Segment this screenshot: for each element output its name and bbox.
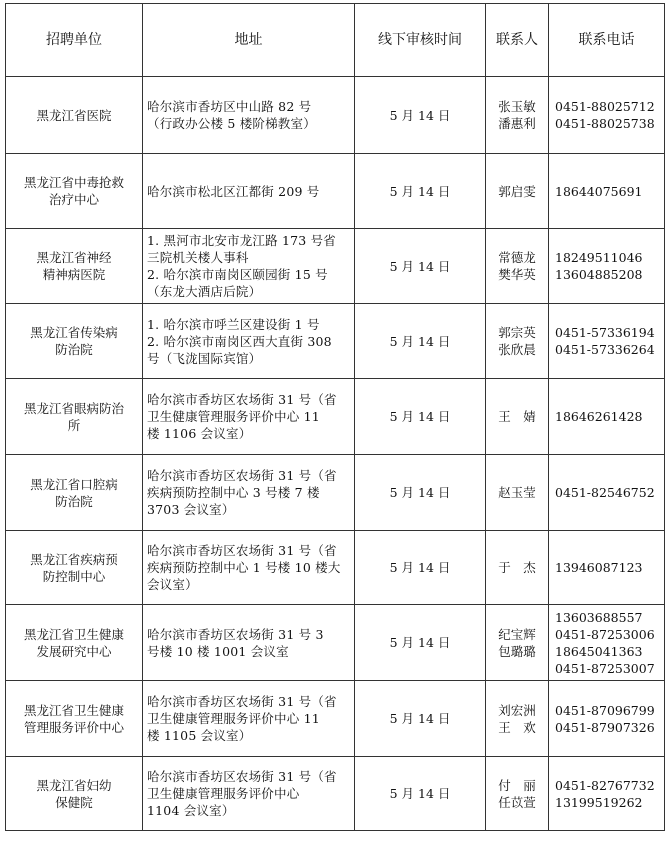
time-cell xyxy=(355,77,486,154)
unit-cell-line: 黑龙江省卫生健康 xyxy=(23,626,124,642)
unit-cell-line: 黑龙江省疾病预 xyxy=(30,551,118,567)
unit-cell-line: 防治院 xyxy=(55,342,93,357)
unit-cell-line: 黑龙江省口腔病 xyxy=(30,476,118,492)
address-cell-line: 1104 会议室） xyxy=(147,803,235,818)
address-cell xyxy=(143,455,355,531)
unit-cell-line: 黑龙江省眼病防治 xyxy=(23,400,124,416)
time-cell xyxy=(355,455,486,531)
address-cell-line: 1. 黑河市北安市龙江路 173 号省 xyxy=(147,233,337,248)
contact-cell xyxy=(486,757,549,831)
address-cell xyxy=(143,681,355,757)
address-cell-line: 3703 会议室） xyxy=(147,502,235,517)
contact-cell-line: 常德龙 xyxy=(498,250,536,265)
table-row xyxy=(6,77,665,154)
unit-cell-line: 发展研究中心 xyxy=(36,643,112,659)
contact-cell xyxy=(486,455,549,531)
contact-cell-line: 张欣晨 xyxy=(498,342,536,357)
address-cell-line: 哈尔滨市香坊区农场街 31 号（省 xyxy=(147,694,337,709)
time-cell-line: 5 月 14 日 xyxy=(389,183,451,199)
contact-cell-line: 王 婧 xyxy=(498,409,536,424)
unit-cell-line: 黑龙江省中毒抢救 xyxy=(23,175,124,190)
unit-cell xyxy=(6,455,143,531)
unit-cell-line: 保健院 xyxy=(55,794,93,810)
phone-cell-line: 18644075691 xyxy=(555,183,643,199)
time-cell-line: 5 月 14 日 xyxy=(389,786,451,801)
contact-cell xyxy=(486,229,549,304)
address-cell-line: 1. 哈尔滨市呼兰区建设街 1 号 xyxy=(147,316,320,332)
contact-cell-line: 赵玉莹 xyxy=(498,485,536,500)
contact-cell-line: 纪宝辉 xyxy=(498,626,536,642)
phone-cell-line: 0451-57336194 xyxy=(555,325,655,340)
contact-cell-line: 郭启雯 xyxy=(498,183,536,199)
unit-cell-line: 精神病医院 xyxy=(42,267,106,282)
unit-cell-line: 所 xyxy=(67,417,81,433)
phone-cell-line: 13603688557 xyxy=(555,609,643,625)
header-address: 地址 xyxy=(143,4,355,77)
contact-cell xyxy=(486,77,549,154)
phone-cell-line: 0451-87096799 xyxy=(555,702,655,718)
time-cell-line: 5 月 14 日 xyxy=(389,635,451,650)
unit-cell xyxy=(6,379,143,455)
address-cell xyxy=(143,379,355,455)
address-cell xyxy=(143,531,355,605)
address-cell-line: 2. 哈尔滨市南岗区西大直街 308 xyxy=(147,333,332,349)
address-cell-line: 卫生健康管理服务评价中心 xyxy=(147,786,300,801)
address-cell-line: 会议室） xyxy=(147,577,198,592)
phone-cell-line: 0451-87907326 xyxy=(555,719,655,735)
address-cell-line: 哈尔滨市香坊区农场街 31 号（省 xyxy=(147,769,337,784)
table-row xyxy=(6,757,665,831)
phone-cell-line: 13946087123 xyxy=(555,560,643,575)
address-cell-line: 三院机关楼人事科 xyxy=(147,250,249,265)
contact-cell-line: 樊华英 xyxy=(498,267,536,282)
time-cell xyxy=(355,605,486,681)
phone-cell xyxy=(549,379,665,455)
unit-cell-line: 黑龙江省妇幼 xyxy=(36,777,112,793)
contact-cell-line: 郭宗英 xyxy=(498,325,536,340)
header-unit: 招聘单位 xyxy=(6,4,143,77)
unit-cell-line: 防控制中心 xyxy=(42,568,106,584)
address-cell-line: （东龙大酒店后院） xyxy=(147,284,262,299)
unit-cell xyxy=(6,531,143,605)
contact-cell-line: 王 欢 xyxy=(498,719,536,735)
unit-cell xyxy=(6,229,143,304)
address-cell-line: 卫生健康管理服务评价中心 11 xyxy=(147,711,320,726)
address-cell-line: 号（飞泷国际宾馆） xyxy=(147,350,262,366)
time-cell xyxy=(355,304,486,379)
contact-cell-line: 张玉敏 xyxy=(498,99,536,114)
contact-cell xyxy=(486,379,549,455)
unit-cell-line: 黑龙江省卫生健康 xyxy=(23,702,124,718)
table-row xyxy=(6,605,665,681)
phone-cell xyxy=(549,757,665,831)
contact-cell-line: 任苡萱 xyxy=(498,794,536,810)
table-row xyxy=(6,531,665,605)
address-cell-line: 2. 哈尔滨市南岗区颐园街 15 号 xyxy=(147,267,328,282)
table-row xyxy=(6,304,665,379)
phone-cell xyxy=(549,455,665,531)
recruitment-table xyxy=(5,3,665,831)
address-cell xyxy=(143,304,355,379)
phone-cell-line: 13604885208 xyxy=(555,267,643,282)
address-cell-line: 疾病预防控制中心 1 号楼 10 楼大 xyxy=(147,560,341,575)
contact-cell xyxy=(486,681,549,757)
table-row xyxy=(6,681,665,757)
time-cell-line: 5 月 14 日 xyxy=(389,333,451,349)
phone-cell xyxy=(549,77,665,154)
time-cell-line: 5 月 14 日 xyxy=(389,560,451,575)
address-cell-line: 哈尔滨市香坊区农场街 31 号（省 xyxy=(147,543,337,558)
contact-cell-line: 付 丽 xyxy=(498,777,536,793)
phone-cell-line: 0451-82546752 xyxy=(555,485,655,500)
phone-cell-line: 18646261428 xyxy=(555,409,643,424)
address-cell-line: 号楼 10 楼 1001 会议室 xyxy=(147,643,289,659)
phone-cell-line: 0451-88025738 xyxy=(555,116,655,131)
table-row xyxy=(6,229,665,304)
time-cell-line: 5 月 14 日 xyxy=(389,409,451,424)
phone-cell-line: 18645041363 xyxy=(555,643,643,659)
address-cell xyxy=(143,605,355,681)
time-cell xyxy=(355,681,486,757)
address-cell xyxy=(143,154,355,229)
time-cell xyxy=(355,531,486,605)
phone-cell xyxy=(549,304,665,379)
contact-cell xyxy=(486,605,549,681)
contact-cell-line: 刘宏洲 xyxy=(498,702,536,718)
phone-cell xyxy=(549,531,665,605)
contact-cell xyxy=(486,304,549,379)
table-body xyxy=(6,77,665,831)
time-cell-line: 5 月 14 日 xyxy=(389,107,451,123)
address-cell xyxy=(143,229,355,304)
phone-cell-line: 18249511046 xyxy=(555,250,643,265)
unit-cell xyxy=(6,77,143,154)
table-row xyxy=(6,379,665,455)
contact-cell xyxy=(486,154,549,229)
phone-cell-line: 0451-82767732 xyxy=(555,777,655,793)
unit-cell-line: 黑龙江省神经 xyxy=(36,250,112,265)
contact-cell-line: 于 杰 xyxy=(498,560,536,575)
phone-cell-line: 0451-57336264 xyxy=(555,342,655,357)
unit-cell xyxy=(6,681,143,757)
unit-cell-line: 黑龙江省医院 xyxy=(36,107,112,123)
address-cell-line: 卫生健康管理服务评价中心 11 xyxy=(147,409,320,424)
header-phone: 联系电话 xyxy=(549,4,665,77)
phone-cell xyxy=(549,681,665,757)
unit-cell xyxy=(6,757,143,831)
address-cell-line: 哈尔滨市香坊区农场街 31 号（省 xyxy=(147,468,337,483)
header-row xyxy=(6,4,665,77)
table-row xyxy=(6,154,665,229)
contact-cell-line: 潘惠利 xyxy=(498,116,536,131)
time-cell-line: 5 月 14 日 xyxy=(389,485,451,500)
address-cell-line: 哈尔滨市松北区江都街 209 号 xyxy=(147,183,320,199)
time-cell-line: 5 月 14 日 xyxy=(389,258,451,274)
unit-cell-line: 防治院 xyxy=(55,493,93,509)
unit-cell-line: 治疗中心 xyxy=(48,192,99,207)
address-cell xyxy=(143,757,355,831)
time-cell xyxy=(355,757,486,831)
address-cell-line: 哈尔滨市香坊区农场街 31 号（省 xyxy=(147,392,337,407)
time-cell-line: 5 月 14 日 xyxy=(389,711,451,726)
phone-cell-line: 0451-87253007 xyxy=(555,660,655,676)
phone-cell-line: 0451-87253006 xyxy=(555,626,655,642)
unit-cell xyxy=(6,605,143,681)
unit-cell xyxy=(6,304,143,379)
header-time: 线下审核时间 xyxy=(355,4,486,77)
unit-cell xyxy=(6,154,143,229)
address-cell-line: 哈尔滨市香坊区中山路 82 号 xyxy=(147,99,312,114)
phone-cell-line: 13199519262 xyxy=(555,794,643,810)
address-cell-line: 疾病预防控制中心 3 号楼 7 楼 xyxy=(147,485,320,500)
time-cell xyxy=(355,154,486,229)
unit-cell-line: 管理服务评价中心 xyxy=(23,719,124,735)
address-cell-line: 哈尔滨市香坊区农场街 31 号 3 xyxy=(147,626,324,642)
phone-cell xyxy=(549,229,665,304)
header-contact: 联系人 xyxy=(486,4,549,77)
address-cell-line: 楼 1105 会议室） xyxy=(147,728,252,743)
address-cell-line: 楼 1106 会议室） xyxy=(147,426,252,441)
time-cell xyxy=(355,379,486,455)
table-row xyxy=(6,455,665,531)
address-cell xyxy=(143,77,355,154)
phone-cell xyxy=(549,154,665,229)
address-cell-line: （行政办公楼 5 楼阶梯教室） xyxy=(147,116,316,131)
contact-cell-line: 包璐璐 xyxy=(498,643,536,659)
phone-cell xyxy=(549,605,665,681)
contact-cell xyxy=(486,531,549,605)
time-cell xyxy=(355,229,486,304)
unit-cell-line: 黑龙江省传染病 xyxy=(30,325,118,340)
phone-cell-line: 0451-88025712 xyxy=(555,99,655,114)
